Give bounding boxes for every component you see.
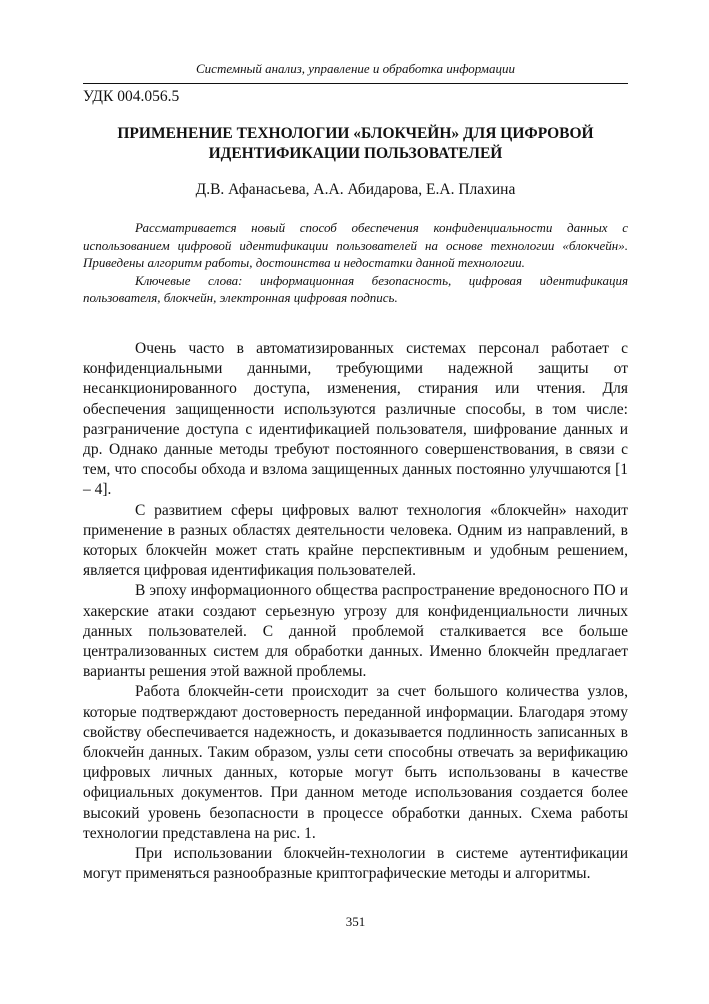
page-number: 351 bbox=[345, 914, 366, 929]
keywords: Ключевые слова: информационная безопасность, цифровая идентификация пользователя, блокчейн, электронная цифровая подпись. bbox=[83, 272, 628, 306]
paragraph: Работа блокчейн-сети происходит за счет большого количества узлов, которые подтверждают достоверность переданной информации. Благодаря этому свойству обеспечивается надежность, и доказывается подлинность записанных в блокчейн данных. Таким образом, узлы сети способны отвечать за верификацию цифровых личных данных, которые могут быть использованы в качестве официальных документов. При данном методе использования создается более высокий уровень безопасности в процессе обработки данных. Схема работы технологии представлена на рис. 1. bbox=[83, 683, 628, 842]
header-rule bbox=[83, 83, 628, 84]
running-header: Системный анализ, управление и обработка информации bbox=[196, 61, 515, 76]
abstract: Рассматривается новый способ обеспечения конфиденциальности данных с использованием цифровой идентификации пользователей на основе технологии «блокчейн». Приведены алгоритм работы, достоинства и недостатки данной технологии. bbox=[83, 220, 628, 271]
paragraph: Очень часто в автоматизированных системах персонал работает с конфиденциальными данными, требующими надежной защиты от несанкционированного доступа, изменения, стирания или чтения. Для обеспечения защищенности используются различные способы, в том числе: разграничение доступа с идентификацией пользователя, шифрование данных и др. Однако данные методы требуют постоянного совершенствования, в связи с тем, что способы обхода и взлома защищенных данных постоянно улучшаются [1 – 4]. bbox=[83, 340, 628, 499]
udk-code: УДК 004.056.5 bbox=[83, 88, 180, 105]
paragraph: С развитием сферы цифровых валют технология «блокчейн» находит применение в разных областях деятельности человека. Одним из направлений, в которых блокчейн может стать крайне перспективным и удобным решением, является цифровая идентификация пользователей. bbox=[83, 501, 628, 580]
paragraph: В эпоху информационного общества распространение вредоносного ПО и хакерские атаки создают серьезную угрозу для конфиденциальности личных данных пользователей. С данной проблемой сталкивается все больше централизованных систем для обработки данных. Именно блокчейн предлагает варианты решения этой важной проблемы. bbox=[83, 582, 628, 681]
article-title bbox=[83, 124, 628, 164]
body-text bbox=[83, 339, 628, 884]
paragraph: При использовании блокчейн-технологии в системе аутентификации могут применяться разнообразные криптографические методы и алгоритмы. bbox=[83, 845, 628, 883]
title-line-1: ПРИМЕНЕНИЕ ТЕХНОЛОГИИ «БЛОКЧЕЙН» ДЛЯ ЦИФРОВОЙ bbox=[117, 125, 594, 142]
authors: Д.В. Афанасьева, А.А. Абидарова, Е.А. Плахина bbox=[195, 181, 516, 198]
abstract-block bbox=[83, 219, 628, 307]
title-line-2: ИДЕНТИФИКАЦИИ ПОЛЬЗОВАТЕЛЕЙ bbox=[208, 145, 503, 162]
